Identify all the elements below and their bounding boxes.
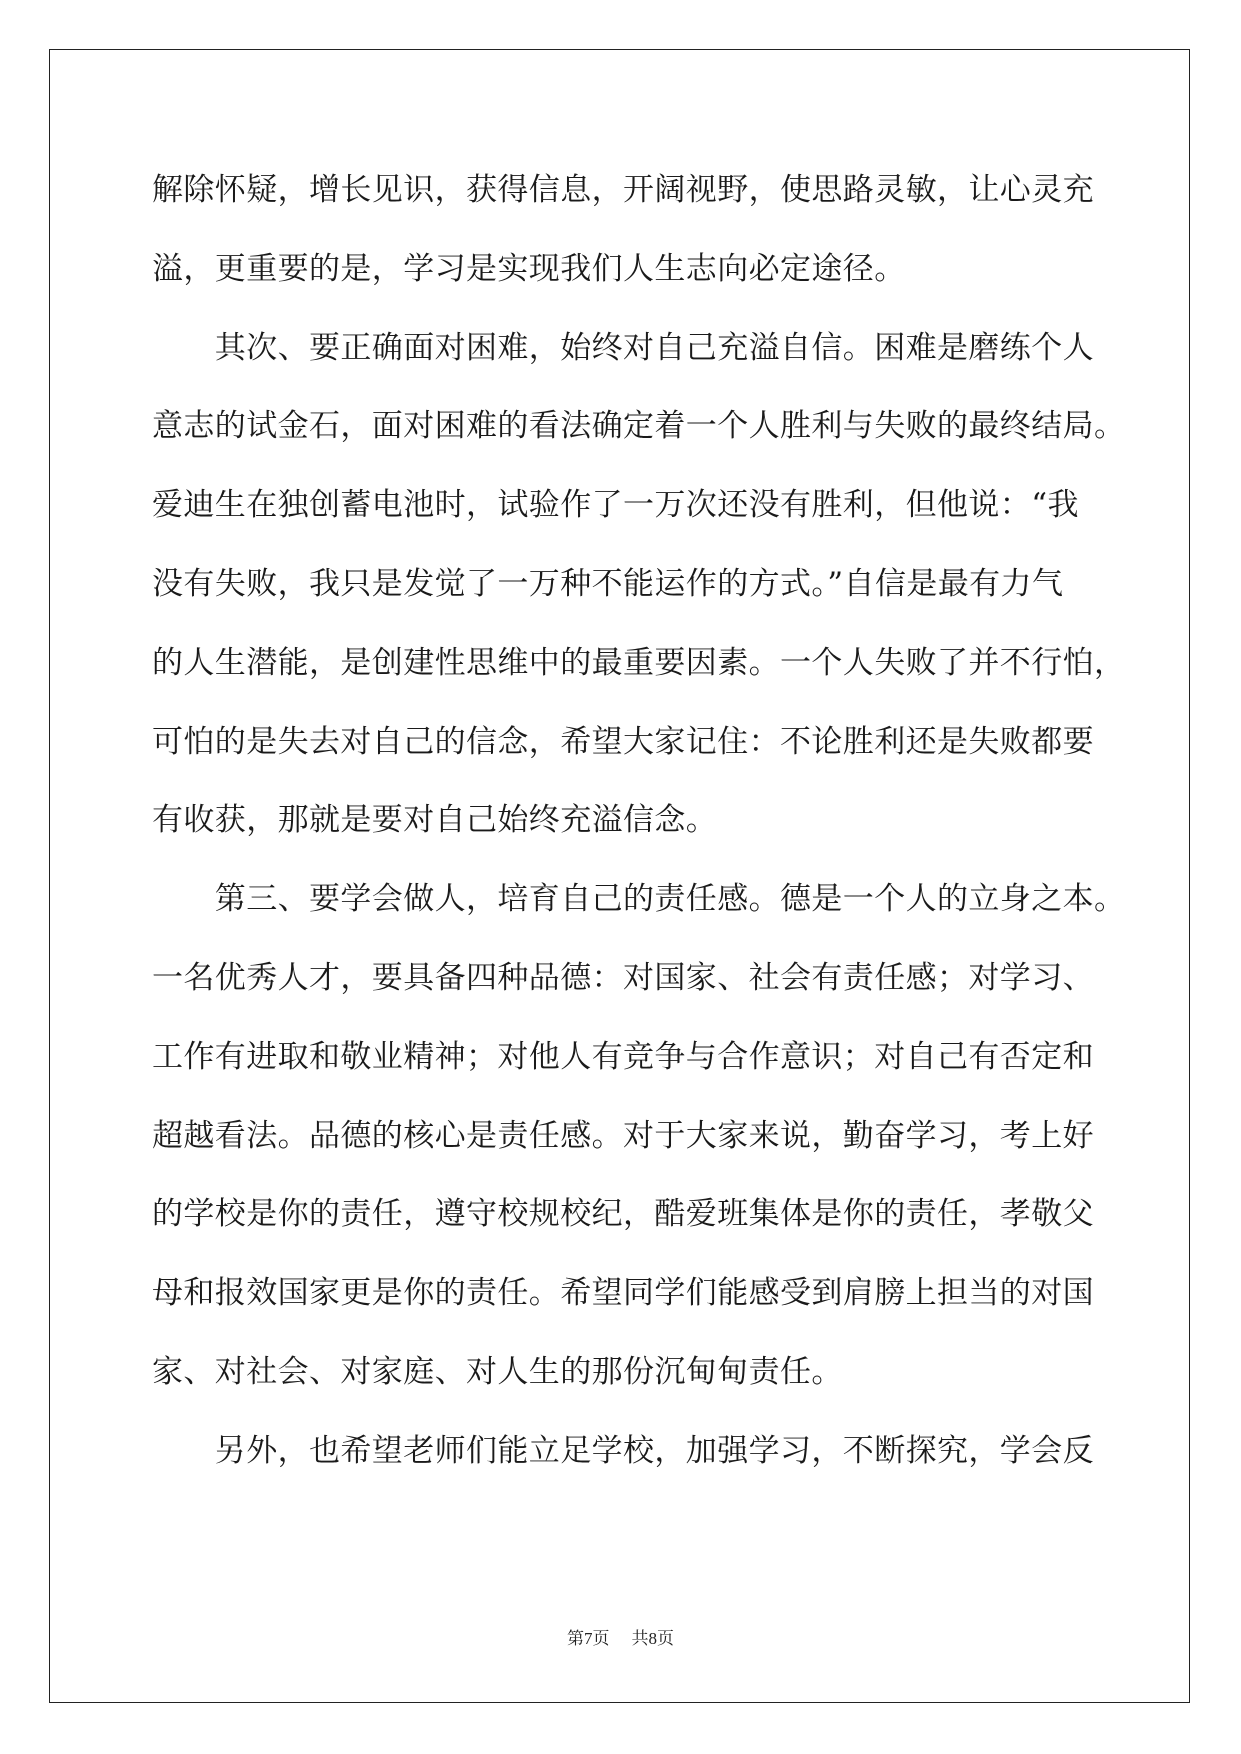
- text-line: 一名优秀人才，要具备四种品德：对国家、社会有责任感；对学习、: [152, 959, 1094, 996]
- page-number-total: 共8页: [631, 1629, 674, 1648]
- page-number-current: 第7页: [567, 1629, 610, 1648]
- text-line: 的学校是你的责任，遵守校规校纪，酷爱班集体是你的责任，孝敬父: [152, 1196, 1094, 1233]
- text-line: 溢，更重要的是，学习是实现我们人生志向必定途径。: [152, 250, 906, 287]
- text-line: 可怕的是失去对自己的信念，希望大家记住：不论胜利还是失败都要: [152, 723, 1094, 760]
- text-line: 另外，也希望老师们能立足学校，加强学习，不断探究，学会反: [152, 1432, 1094, 1469]
- text-line: 没有失败，我只是发觉了一万种不能运作的方式。”自信是最有力气: [152, 565, 1064, 602]
- text-line: 工作有进取和敬业精神；对他人有竞争与合作意识；对自己有否定和: [152, 1038, 1094, 1075]
- text-line: 母和报效国家更是你的责任。希望同学们能感受到肩膀上担当的对国: [152, 1275, 1094, 1312]
- text-line: 其次、要正确面对困难，始终对自己充溢自信。困难是磨练个人: [152, 329, 1094, 366]
- text-line: 超越看法。品德的核心是责任感。对于大家来说，勤奋学习，考上好: [152, 1117, 1094, 1154]
- text-line: 的人生潜能，是创建性思维中的最重要因素。一个人失败了并不行怕，: [152, 644, 1126, 681]
- document-body: [152, 160, 1126, 1500]
- text-line: 有收获，那就是要对自己始终充溢信念。: [152, 802, 718, 839]
- text-line: 意志的试金石，面对困难的看法确定着一个人胜利与失败的最终结局。: [152, 408, 1126, 445]
- text-line: 第三、要学会做人，培育自己的责任感。德是一个人的立身之本。: [152, 881, 1126, 918]
- text-line: 解除怀疑，增长见识，获得信息，开阔视野，使思路灵敏，让心灵充: [152, 172, 1094, 208]
- page-footer: [0, 1624, 1241, 1649]
- text-line: 爱迪生在独创蓄电池时，试验作了一万次还没有胜利，但他说：“我: [152, 487, 1079, 524]
- text-line: 家、对社会、对家庭、对人生的那份沉甸甸责任。: [152, 1353, 843, 1390]
